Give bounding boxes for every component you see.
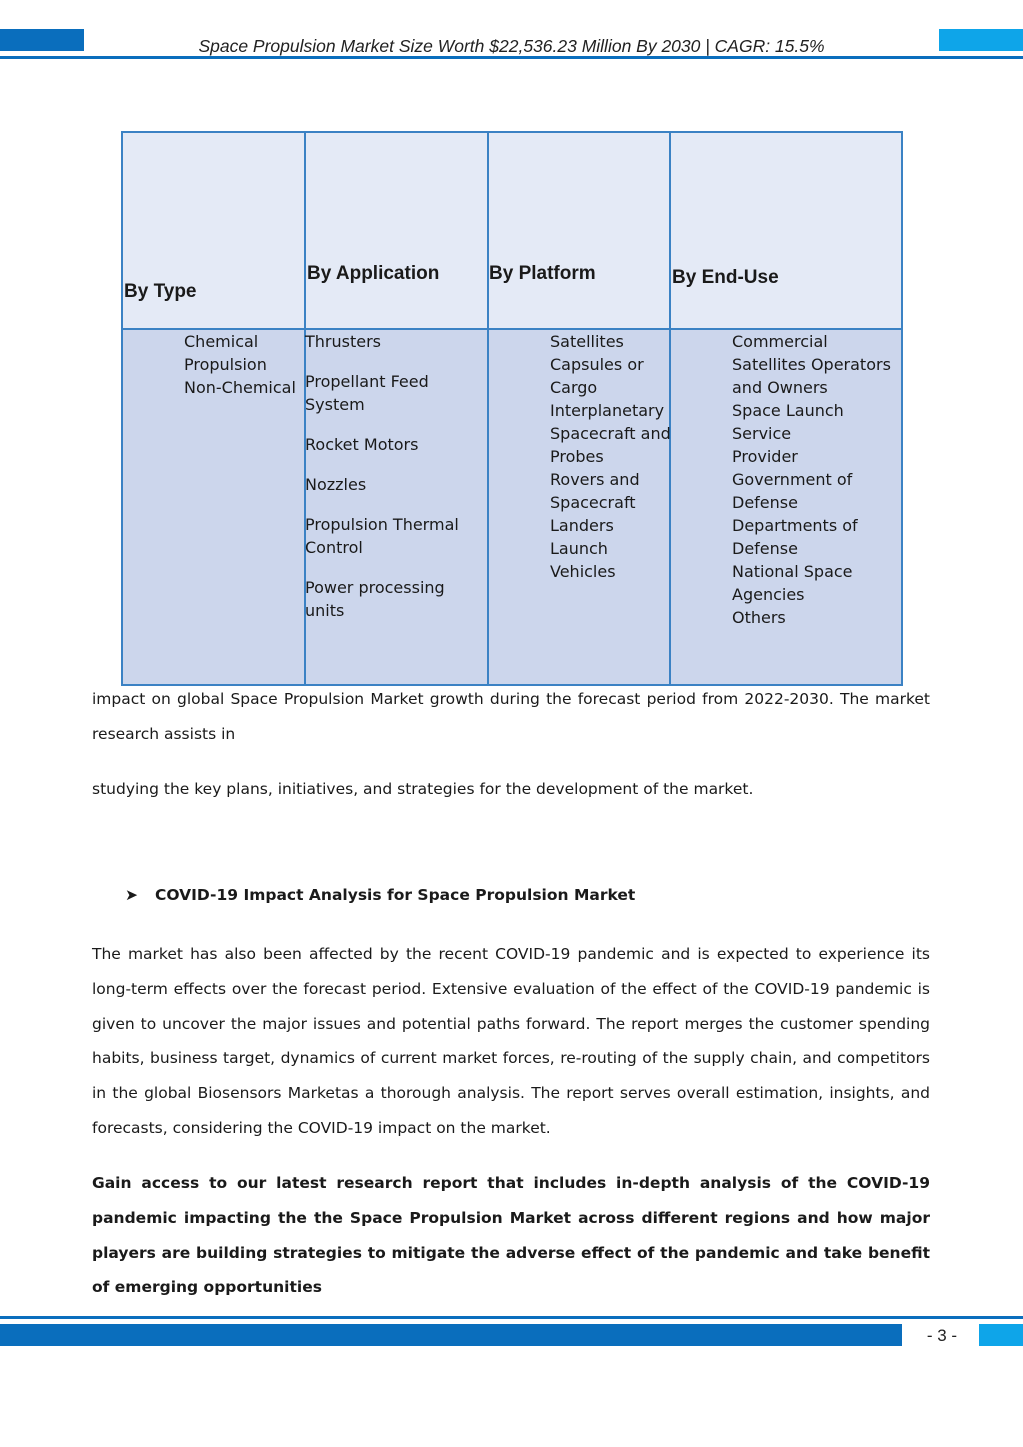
paragraph-impact: impact on global Space Propulsion Market growth during the forecast period from 2022-2030. The market research assists in [92, 690, 930, 743]
page-number: - 3 - [926, 1326, 958, 1345]
header-rule [0, 56, 1023, 59]
heading-by-end-use: By End-Use [672, 267, 779, 288]
paragraph-covid: The market has also been affected by the recent COVID-19 pandemic and is expected to experience its long-term effects over the forecast period. Extensive evaluation of the effect of the COVID-19 pandemic is given to uncover the major issues and potential paths forward. The report merges the customer spending habits, business target, dynamics of current market forces, re-routing of the supply chain, and competitors in the global Biosensors Marketas a thorough analysis. The report serves overall estimation, insights, and forecasts, considering the COVID-19 impact on the market. [92, 945, 930, 1137]
footer-bar [0, 1324, 902, 1346]
heading-by-platform: By Platform [489, 263, 596, 284]
heading-by-type: By Type [124, 281, 197, 302]
list-item: Nozzles [305, 475, 367, 494]
platform-list [550, 330, 671, 583]
list-item: Others [732, 608, 786, 627]
list-item: Capsules or [550, 355, 644, 374]
list-item: Cargo [550, 378, 598, 397]
list-item: Spacecraft and [550, 424, 671, 443]
list-item: Propellant Feed System [305, 372, 429, 414]
list-item: Chemical [184, 332, 259, 351]
list-item: Propulsion [184, 355, 267, 374]
list-item: Spacecraft [550, 493, 636, 512]
end-use-list [732, 330, 901, 629]
header-accent-left [0, 29, 84, 51]
list-item: Interplanetary [550, 401, 665, 420]
application-list [305, 330, 485, 639]
footer-accent-right [979, 1324, 1023, 1346]
paragraph-cta: Gain access to our latest research report that includes in-depth analysis of the COVID-19 pandemic impacting the the Space Propulsion Market across different regions and how major players are building strategies to mitigate the adverse effect of the pandemic and take benefit of emerging opportunities [92, 1174, 930, 1297]
list-item: Commercial [732, 332, 828, 351]
segmentation-table-header [123, 133, 901, 330]
list-item: Defense [732, 493, 798, 512]
list-item: National Space [732, 562, 853, 581]
column-divider [487, 133, 489, 684]
arrow-bullet-icon: ➤ [125, 886, 138, 904]
list-item: Space Launch Service [732, 401, 844, 443]
list-item: Probes [550, 447, 604, 466]
section-heading-text: COVID-19 Impact Analysis for Space Propulsion Market [155, 886, 636, 904]
list-item: Non-Chemical [184, 378, 296, 397]
list-item: Satellites Operators [732, 355, 891, 374]
covid-section-heading [125, 886, 825, 904]
list-item: Thrusters [305, 332, 381, 351]
list-item: Launch [550, 539, 608, 558]
type-list [184, 330, 296, 399]
list-item: Vehicles [550, 562, 616, 581]
heading-by-application: By Application [307, 263, 440, 284]
list-item: Landers [550, 516, 614, 535]
list-item: Satellites [550, 332, 624, 351]
paragraph-studying: studying the key plans, initiatives, and strategies for the development of the market. [92, 780, 754, 798]
list-item: Rovers and [550, 470, 640, 489]
list-item: Government of [732, 470, 853, 489]
header-accent-right [939, 29, 1023, 51]
list-item: Provider [732, 447, 798, 466]
list-item: and Owners [732, 378, 828, 397]
list-item: Rocket Motors [305, 435, 419, 454]
list-item: Defense [732, 539, 798, 558]
segmentation-table [121, 131, 903, 686]
list-item: Power processing units [305, 578, 445, 620]
document-title: Space Propulsion Market Size Worth $22,536.23 Million By 2030 | CAGR: 15.5% [198, 36, 825, 56]
list-item: Departments of [732, 516, 858, 535]
footer-rule [0, 1316, 1023, 1319]
list-item: Propulsion Thermal Control [305, 515, 459, 557]
list-item: Agencies [732, 585, 805, 604]
